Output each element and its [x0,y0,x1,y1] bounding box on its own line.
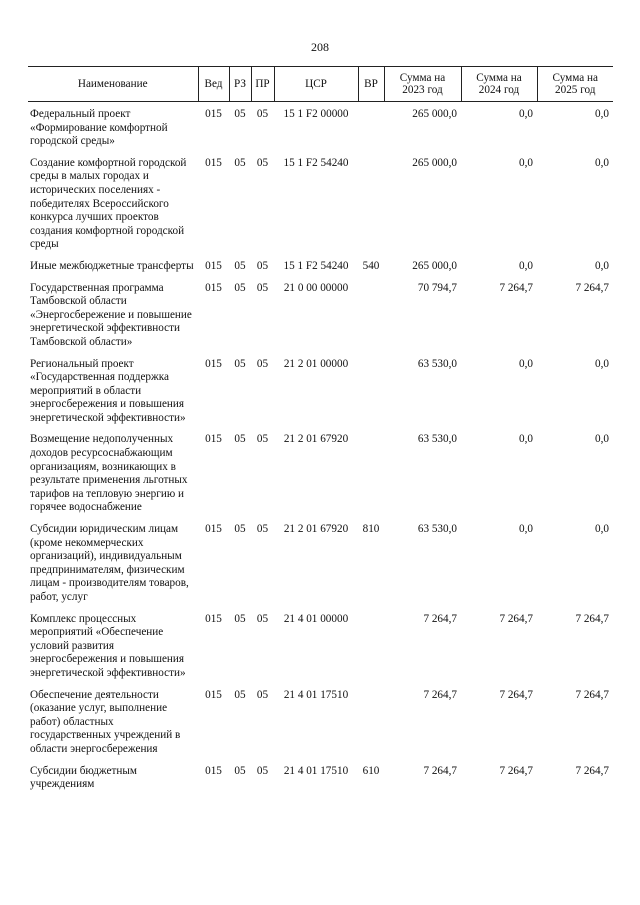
cell-pr: 05 [256,612,269,625]
table-row [28,282,613,358]
cell-sum-2023: 63 530,0 [417,433,457,446]
header-vr: ВР [358,67,384,102]
cell-sum-2024: 7 264,7 [499,612,533,625]
header-name: Наименование [28,67,198,102]
cell-sum-2023: 63 530,0 [417,523,457,536]
cell-sum-2025: 0,0 [595,259,609,272]
cell-vr [358,433,384,523]
cell-sum-2023: 265 000,0 [412,259,457,272]
cell-csr: 15 1 F2 54240 [283,259,349,272]
cell-sum-2023: 7 264,7 [423,688,457,701]
cell-pr: 05 [256,433,269,446]
cell-vr: 810 [362,523,380,536]
cell-rz: 05 [234,612,246,625]
cell-name: Государственная программа Тамбовской области «Энергосбережение и повышение энергетической эффективности Тамбовской области» [30,281,192,348]
cell-rz: 05 [234,259,246,272]
cell-rz: 05 [234,156,246,169]
cell-vr [358,157,384,260]
cell-sum-2023: 265 000,0 [412,156,457,169]
cell-vr: 540 [362,259,380,272]
cell-name: Создание комфортной городской среды в малых городах и исторических поселениях - победителях Всероссийского конкурса лучших проектов создания комфортной городской среды [30,156,187,251]
cell-sum-2023: 70 794,7 [417,281,457,294]
cell-rz: 05 [234,523,246,536]
cell-sum-2024: 7 264,7 [499,688,533,701]
table-row [28,765,613,800]
cell-rz: 05 [234,433,246,446]
cell-rz: 05 [234,688,246,701]
cell-csr: 15 1 F2 54240 [283,156,349,169]
cell-ved: 015 [205,523,222,536]
cell-csr: 21 0 00 00000 [283,281,349,294]
cell-rz: 05 [234,357,246,370]
header-sum-2024-line2: 2024 год [478,84,520,96]
header-sum-2023 [384,67,461,102]
header-pr: ПР [251,67,274,102]
cell-sum-2024: 0,0 [519,259,533,272]
cell-pr: 05 [256,108,269,120]
table-row [28,433,613,523]
cell-pr: 05 [256,688,269,701]
cell-sum-2024: 7 264,7 [499,281,533,294]
cell-sum-2024: 0,0 [519,357,533,370]
cell-csr: 15 1 F2 00000 [283,108,349,120]
header-sum-2023-line1: Сумма на [399,71,446,84]
cell-sum-2025: 7 264,7 [575,612,609,625]
table-row [28,613,613,689]
cell-vr [358,689,384,765]
cell-pr: 05 [256,523,269,536]
cell-ved: 015 [205,764,222,777]
cell-vr [358,102,384,157]
table-header [28,67,613,102]
header-sum-2025-line2: 2025 год [555,84,596,96]
header-rz: РЗ [229,67,251,102]
header-sum-2024 [461,67,537,102]
cell-csr: 21 4 01 00000 [283,612,349,625]
cell-pr: 05 [256,259,269,272]
cell-sum-2025: 7 264,7 [575,764,609,777]
cell-name: Субсидии юридическим лицам (кроме некоммерческих организаций), индивидуальным предпринимателям, физическим лицам - производителям товаров, работ, услуг [30,523,189,603]
cell-vr: 610 [362,764,380,777]
cell-pr: 05 [256,764,269,777]
cell-rz: 05 [234,281,246,294]
cell-sum-2024: 7 264,7 [499,764,533,777]
cell-ved: 015 [205,156,222,169]
header-sum-2025 [537,67,613,102]
header-csr: ЦСР [274,67,358,102]
header-sum-2024-line1: Сумма на [476,71,522,84]
table-row [28,523,613,613]
cell-csr: 21 2 01 67920 [283,433,349,446]
cell-name: Федеральный проект «Формирование комфортной городской среды» [30,108,168,148]
cell-vr [358,282,384,358]
cell-sum-2025: 0,0 [595,156,609,169]
cell-sum-2023: 63 530,0 [417,357,457,370]
cell-csr: 21 4 01 17510 [283,764,349,777]
cell-name: Возмещение недополученных доходов ресурсоснабжающим организациям, возникающих в результате применения льготных тарифов на тепловую энергию и горячее водоснабжение [30,433,188,514]
table-row [28,689,613,765]
table-row [28,260,613,282]
table-row [28,102,613,157]
cell-sum-2025: 0,0 [595,523,609,536]
cell-csr: 21 2 01 00000 [283,357,349,370]
cell-ved: 015 [205,108,222,120]
header-ved: Вед [198,67,229,102]
cell-name: Обеспечение деятельности (оказание услуг, выполнение работ) областных государственных учреждений в области энергосбережения [30,688,181,755]
table-body [28,102,613,800]
cell-name: Региональный проект «Государственная поддержка мероприятий в области энергосбережения и повышения энергетической эффективности» [30,357,186,424]
cell-vr [358,358,384,434]
table-row [28,157,613,260]
header-sum-2025-line1: Сумма на [552,71,598,84]
cell-sum-2023: 265 000,0 [412,108,457,120]
cell-ved: 015 [205,357,222,370]
cell-sum-2025: 7 264,7 [575,281,609,294]
cell-sum-2025: 7 264,7 [575,688,609,701]
cell-ved: 015 [205,259,222,272]
cell-sum-2024: 0,0 [519,108,533,120]
cell-sum-2024: 0,0 [519,156,533,169]
cell-rz: 05 [234,764,246,777]
cell-sum-2025: 0,0 [595,433,609,446]
cell-sum-2024: 0,0 [519,523,533,536]
table-row [28,358,613,434]
cell-name: Комплекс процессных мероприятий «Обеспечение условий развития энергосбережения и повышения энергетической эффективности» [30,612,186,679]
cell-sum-2023: 7 264,7 [423,764,457,777]
cell-sum-2025: 0,0 [595,357,609,370]
cell-vr [358,613,384,689]
cell-ved: 015 [205,433,222,446]
cell-sum-2024: 0,0 [519,433,533,446]
cell-ved: 015 [205,688,222,701]
cell-ved: 015 [205,281,222,294]
cell-csr: 21 2 01 67920 [283,523,349,536]
cell-pr: 05 [256,156,269,169]
cell-name: Субсидии бюджетным учреждениям [30,764,137,791]
cell-name: Иные межбюджетные трансферты [30,259,194,272]
cell-rz: 05 [234,108,246,120]
budget-table [28,66,613,800]
cell-pr: 05 [256,281,269,294]
cell-ved: 015 [205,612,222,625]
cell-sum-2023: 7 264,7 [423,612,457,625]
cell-pr: 05 [256,357,269,370]
cell-csr: 21 4 01 17510 [283,688,349,701]
cell-sum-2025: 0,0 [595,108,609,120]
header-sum-2023-line2: 2023 год [402,84,443,96]
page-number: 208 [311,40,329,54]
